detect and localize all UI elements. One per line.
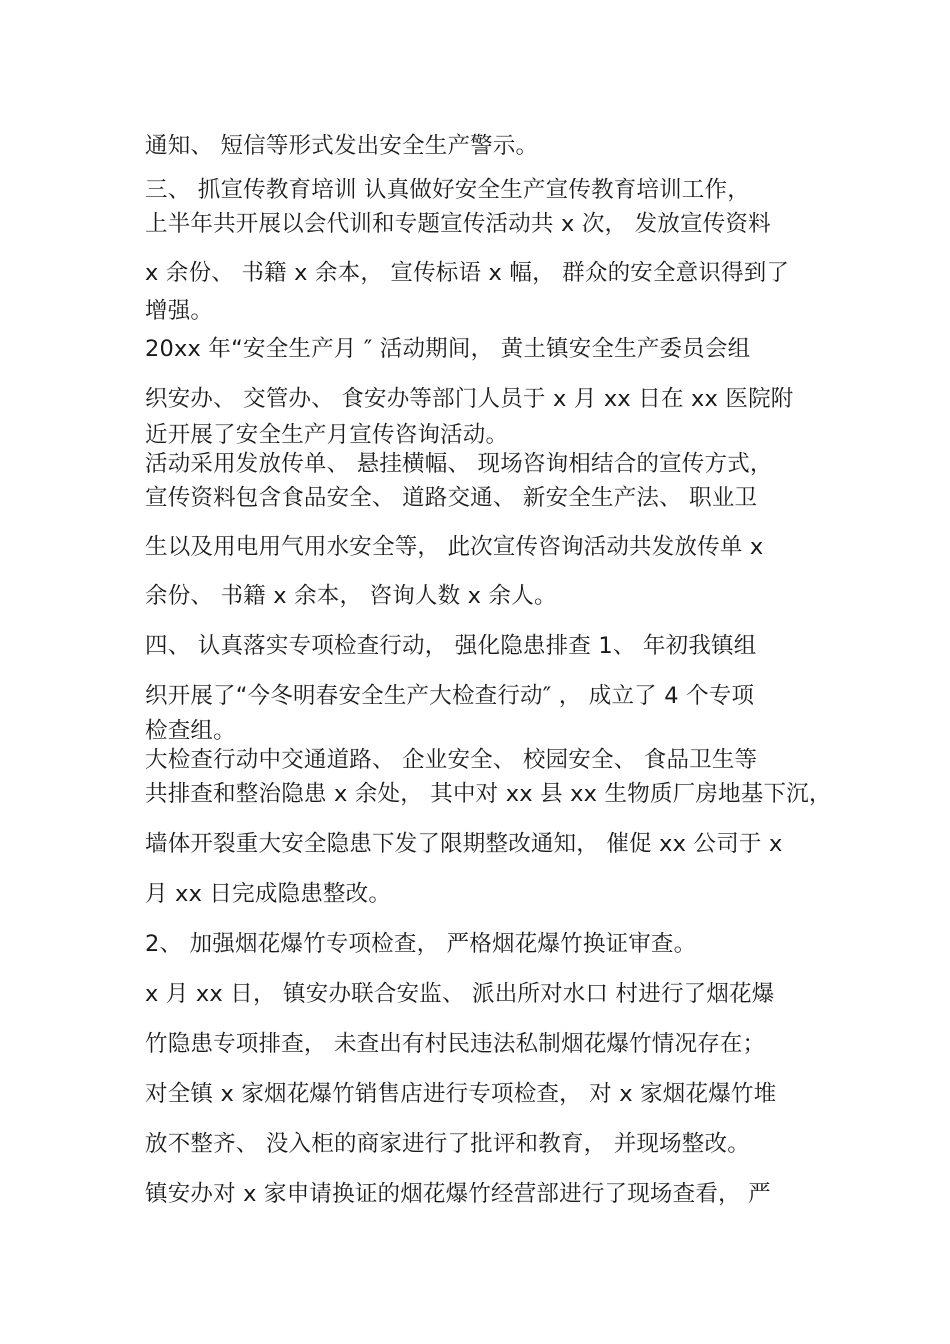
text-line: 对全镇 x 家烟花爆竹销售店进行专项检查， 对 x 家烟花爆竹堆 (145, 1081, 777, 1107)
text-line: 放不整齐、 没入柜的商家进行了批评和教育， 并现场整改。 (145, 1131, 750, 1157)
text-line: 宣传资料包含食品安全、 道路交通、 新安全生产法、 职业卫 (145, 485, 758, 511)
text-line: 镇安办对 x 家申请换证的烟花爆竹经营部进行了现场查看， 严 (145, 1181, 771, 1207)
text-line: 余份、 书籍 x 余本， 咨询人数 x 余人。 (145, 583, 557, 609)
text-line: 增强。 (145, 298, 214, 324)
text-line: 三、 抓宣传教育培训 认真做好安全生产宣传教育培训工作， (145, 177, 750, 203)
text-line: 四、 认真落实专项检查行动， 强化隐患排查 1、 年初我镇组 (145, 633, 757, 659)
text-line: 2、 加强烟花爆竹专项检查， 严格烟花爆竹换证审查。 (145, 931, 697, 957)
text-line: 20xx 年“安全生产月 ″ 活动期间， 黄土镇安全生产委员会组 (145, 336, 751, 362)
text-line: 织开展了“今冬明春安全生产大检查行动″ ， 成立了 4 个专项 (145, 683, 755, 709)
text-line: 通知、 短信等形式发出安全生产警示。 (145, 133, 539, 159)
text-line: 大检查行动中交通道路、 企业安全、 校园安全、 食品卫生等 (145, 747, 758, 773)
text-line: 织安办、 交管办、 食安办等部门人员于 x 月 xx 日在 xx 医院附 (145, 386, 794, 412)
text-line: 生以及用电用气用水安全等， 此次宣传咨询活动共发放传单 x (145, 534, 764, 560)
text-line: 月 xx 日完成隐患整改。 (145, 881, 392, 907)
text-line: 近开展了安全生产月宣传咨询活动。 (145, 422, 509, 448)
text-line: 活动采用发放传单、 悬挂横幅、 现场咨询相结合的宣传方式， (145, 451, 773, 477)
text-line: x 月 xx 日， 镇安办联合安监、 派出所对水口 村进行了烟花爆 (145, 981, 775, 1007)
text-line: 检查组。 (145, 718, 236, 744)
text-line: 共排查和整治隐患 x 余处， 其中对 xx 县 xx 生物质厂房地基下沉， (145, 781, 832, 807)
text-line: x 余份、 书籍 x 余本， 宣传标语 x 幅， 群众的安全意识得到了 (145, 260, 790, 286)
text-line: 上半年共开展以会代训和专题宣传活动共 x 次， 发放宣传资料 (145, 211, 771, 237)
text-line: 墙体开裂重大安全隐患下发了限期整改通知， 催促 xx 公司于 x (145, 831, 783, 857)
text-line: 竹隐患专项排查， 未查出有村民违法私制烟花爆竹情况存在； (145, 1031, 766, 1057)
